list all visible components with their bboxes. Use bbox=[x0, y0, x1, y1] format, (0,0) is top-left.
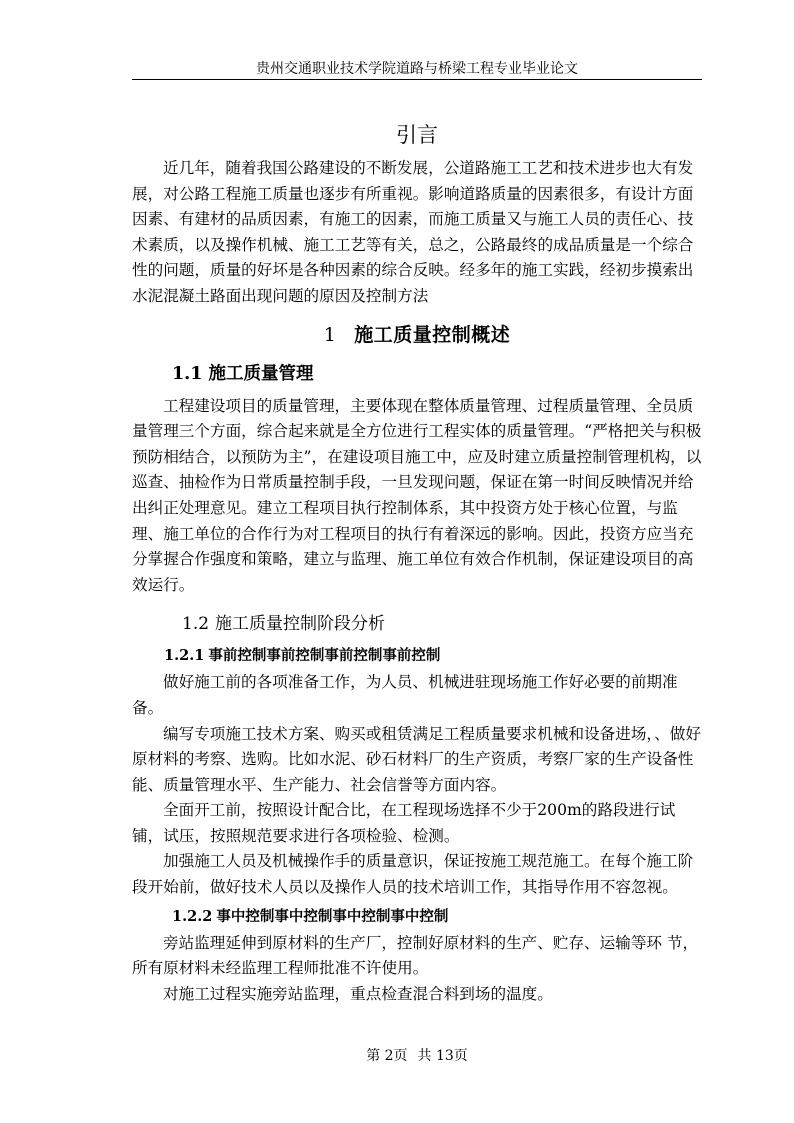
section-1-2-2-heading bbox=[132, 905, 702, 929]
header-rule bbox=[132, 79, 702, 80]
section-1-number: 1 bbox=[323, 323, 337, 346]
section-1-2-2-paragraph: 对施工过程实施旁站监理，重点检查混合料到场的温度。 bbox=[163, 984, 553, 1003]
section-1-heading bbox=[132, 320, 702, 350]
page-title: 引言 bbox=[396, 123, 438, 147]
section-1-title: 施工质量控制概述 bbox=[354, 323, 511, 346]
section-1-2-2-paragraph: 旁站监理延伸到原材料的生产厂，控制好原材料的生产、贮存、运输等环 节，所有原材料未经监理工程师批准不许使用。 bbox=[132, 933, 699, 978]
section-1-2-1-paragraph: 全面开工前，按照设计配合比，在工程现场选择不少于200m的路段进行试铺，试压，按照规范要求进行各项检验、检测。 bbox=[132, 801, 676, 845]
section-1-1-heading bbox=[132, 360, 702, 388]
section-1-2-2-number: 1.2.2 bbox=[172, 907, 213, 925]
intro-paragraph: 近几年，随着我国公路建设的不断发展，公道路施工工艺和技术进步也大有发展，对公路工程施工质量也逐步有所重视。影响道路质量的因素很多，有设计方面因素、有建材的品质因素，有施工的因素，而施工质量又与施工人员的责任心、技术素质，以及操作机械、施工工艺等有关，总之，公路最终的成品质量是一个综合性的问题，质量的好坏是各种因素的综合反映。经多年的施工实践，经初步摸索出水泥混凝土路面出现问题的原因及控制方法 bbox=[132, 159, 694, 305]
section-1-1-title: 施工质量管理 bbox=[208, 363, 314, 384]
section-1-2-2-title: 事中控制事中控制事中控制事中控制 bbox=[216, 907, 449, 925]
page-content bbox=[132, 118, 702, 1007]
section-1-1-number: 1.1 bbox=[172, 363, 203, 384]
section-1-2-1-paragraph: 加强施工人员及机械操作手的质量意识，保证按施工规范施工。在每个施工阶段开始前，做好技术人员以及操作人员的技术培训工作，其指导作用不容忽视。 bbox=[132, 852, 694, 897]
section-1-2-number: 1.2 bbox=[182, 614, 210, 635]
section-1-2-1-paragraph: 做好施工前的各项准备工作，为人员、机械进驻现场施工作好必要的前期准备。 bbox=[132, 673, 678, 717]
section-1-2-1-number: 1.2.1 bbox=[164, 647, 205, 665]
page-number: 第 2页 bbox=[366, 1048, 408, 1064]
page-footer bbox=[132, 1047, 702, 1065]
page-total: 共 13页 bbox=[417, 1048, 468, 1064]
section-1-1-paragraph: 工程建设项目的质量管理，主要体现在整体质量管理、过程质量管理、全员质量管理三个方面，综合起来就是全方位进行工程实体的质量管理。“严格把关与积极预防相结合，以预防为主”，在建设项目施工中，应及时建立质量控制管理机构，以巡查、抽检作为日常质量控制手段，一旦发现问题，保证在第一时间反映情况并给出纠正处理意见。建立工程项目执行控制体系，其中投资方处于核心位置，与监理、施工单位的合作行为对工程项目的执行有着深远的影响。因此，投资方应当充分掌握合作强度和策略，建立与监理、施工单位有效合作机制，保证建设项目的高效运行。 bbox=[132, 396, 702, 594]
section-1-2-1-heading bbox=[132, 644, 702, 668]
page-header: 贵州交通职业技术学院道路与桥梁工程专业毕业论文 bbox=[256, 61, 578, 77]
section-1-2-1-paragraph: 编写专项施工技术方案、购买或租赁满足工程质量要求机械和设备进场，、做好原材料的考察、选购。比如水泥、砂石材料厂的生产资质，考察厂家的生产设备性能、质量管理水平、生产能力、社会信誉等方面内容。 bbox=[132, 724, 701, 794]
section-1-2-1-title: 事前控制事前控制事前控制事前控制 bbox=[208, 647, 441, 665]
section-1-2-heading bbox=[132, 610, 702, 638]
section-1-2-title: 施工质量控制阶段分析 bbox=[215, 614, 386, 635]
